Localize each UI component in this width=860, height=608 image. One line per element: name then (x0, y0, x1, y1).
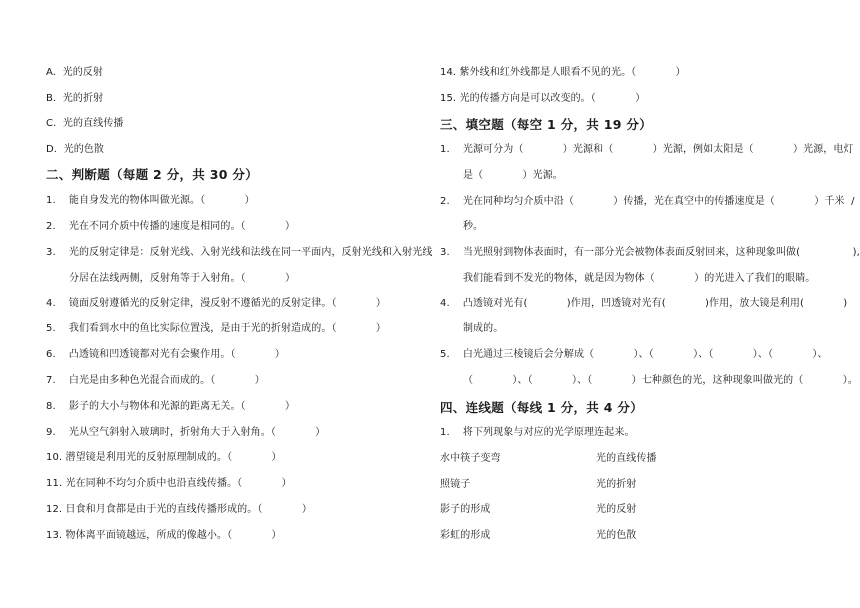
principle-2: 光的折射 (596, 479, 637, 490)
phenomenon-1: 水中筷子变弯 (440, 453, 501, 464)
judge-item-9: 9. 光从空气斜射入玻璃时，折射角大于入射角。（ ） (46, 427, 326, 438)
fill-item-2: 2. 光在同种均匀介质中沿（ ）传播，光在真空中的传播速度是（ ）千米 / (440, 196, 855, 207)
phenomenon-2: 照镜子 (440, 479, 471, 490)
judge-item-10: 10. 潜望镜是利用光的反射原理制成的。（ ） (46, 452, 282, 463)
fill-item-2-cont: 秒。 (440, 221, 484, 232)
fill-item-4-cont: 制成的。 (440, 323, 504, 334)
section-4-title: 四、连线题（每线 1 分，共 4 分） (440, 400, 644, 415)
principle-3: 光的反射 (596, 504, 637, 515)
phenomenon-4: 彩虹的形成 (440, 530, 491, 541)
option-b: B. 光的折射 (46, 93, 104, 104)
fill-item-1: 1. 光源可分为（ ）光源和（ ）光源，例如太阳是（ ）光源，电灯 (440, 144, 854, 155)
judge-item-13: 13. 物体离平面镜越远，所成的像越小。（ ） (46, 530, 282, 541)
judge-item-6: 6. 凸透镜和凹透镜都对光有会聚作用。（ ） (46, 349, 285, 360)
fill-item-4: 4. 凸透镜对光有( )作用，凹透镜对光有( )作用，放大镜是利用( ) (440, 298, 848, 309)
option-a: A. 光的反射 (46, 67, 104, 78)
fill-item-5: 5. 白光通过三棱镜后会分解成（ ）、（ ）、（ ）、（ ）、 (440, 349, 828, 360)
phenomenon-3: 影子的形成 (440, 504, 491, 515)
option-d: D. 光的色散 (46, 144, 105, 155)
option-c: C. 光的直线传播 (46, 118, 124, 129)
judge-item-12: 12. 日食和月食都是由于光的直线传播形成的。（ ） (46, 504, 312, 515)
judge-item-3-cont: 分居在法线两侧，反射角等于入射角。（ ） (46, 273, 296, 284)
connect-intro: 1. 将下列现象与对应的光学原理连起来。 (440, 427, 635, 438)
judge-item-14: 14. 紫外线和红外线都是人眼看不见的光。（ ） (440, 67, 686, 78)
judge-item-15: 15. 光的传播方向是可以改变的。（ ） (440, 93, 646, 104)
section-3-title: 三、填空题（每空 1 分，共 19 分） (440, 117, 653, 132)
judge-item-7: 7. 白光是由多种色光混合而成的。（ ） (46, 375, 265, 386)
judge-item-11: 11. 光在同种不均匀介质中也沿直线传播。（ ） (46, 478, 292, 489)
judge-item-4: 4. 镜面反射遵循光的反射定律，漫反射不遵循光的反射定律。（ ） (46, 298, 386, 309)
judge-item-8: 8. 影子的大小与物体和光源的距离无关。（ ） (46, 401, 296, 412)
principle-4: 光的色散 (596, 530, 637, 541)
fill-item-5-cont: （ ）、（ ）、（ ）七种颜色的光，这种现象叫做光的（ ）。 (440, 375, 858, 386)
fill-item-3-cont: 我们能看到不发光的物体，就是因为物体（ ）的光进入了我们的眼睛。 (440, 273, 816, 284)
judge-item-5: 5. 我们看到水中的鱼比实际位置浅，是由于光的折射造成的。（ ） (46, 323, 386, 334)
fill-item-1-cont: 是（ ）光源。 (440, 170, 563, 181)
judge-item-3: 3. 光的反射定律是：反射光线、入射光线和法线在同一平面内，反射光线和入射光线 (46, 247, 433, 258)
fill-item-3: 3. 当光照射到物体表面时，有一部分光会被物体表面反射回来，这种现象叫做( ), (440, 247, 860, 258)
judge-item-1: 1. 能自身发光的物体叫做光源。（ ） (46, 195, 255, 206)
judge-item-2: 2. 光在不同介质中传播的速度是相同的。（ ） (46, 221, 296, 232)
section-2-title: 二、判断题（每题 2 分，共 30 分） (46, 167, 259, 182)
principle-1: 光的直线传播 (596, 453, 657, 464)
